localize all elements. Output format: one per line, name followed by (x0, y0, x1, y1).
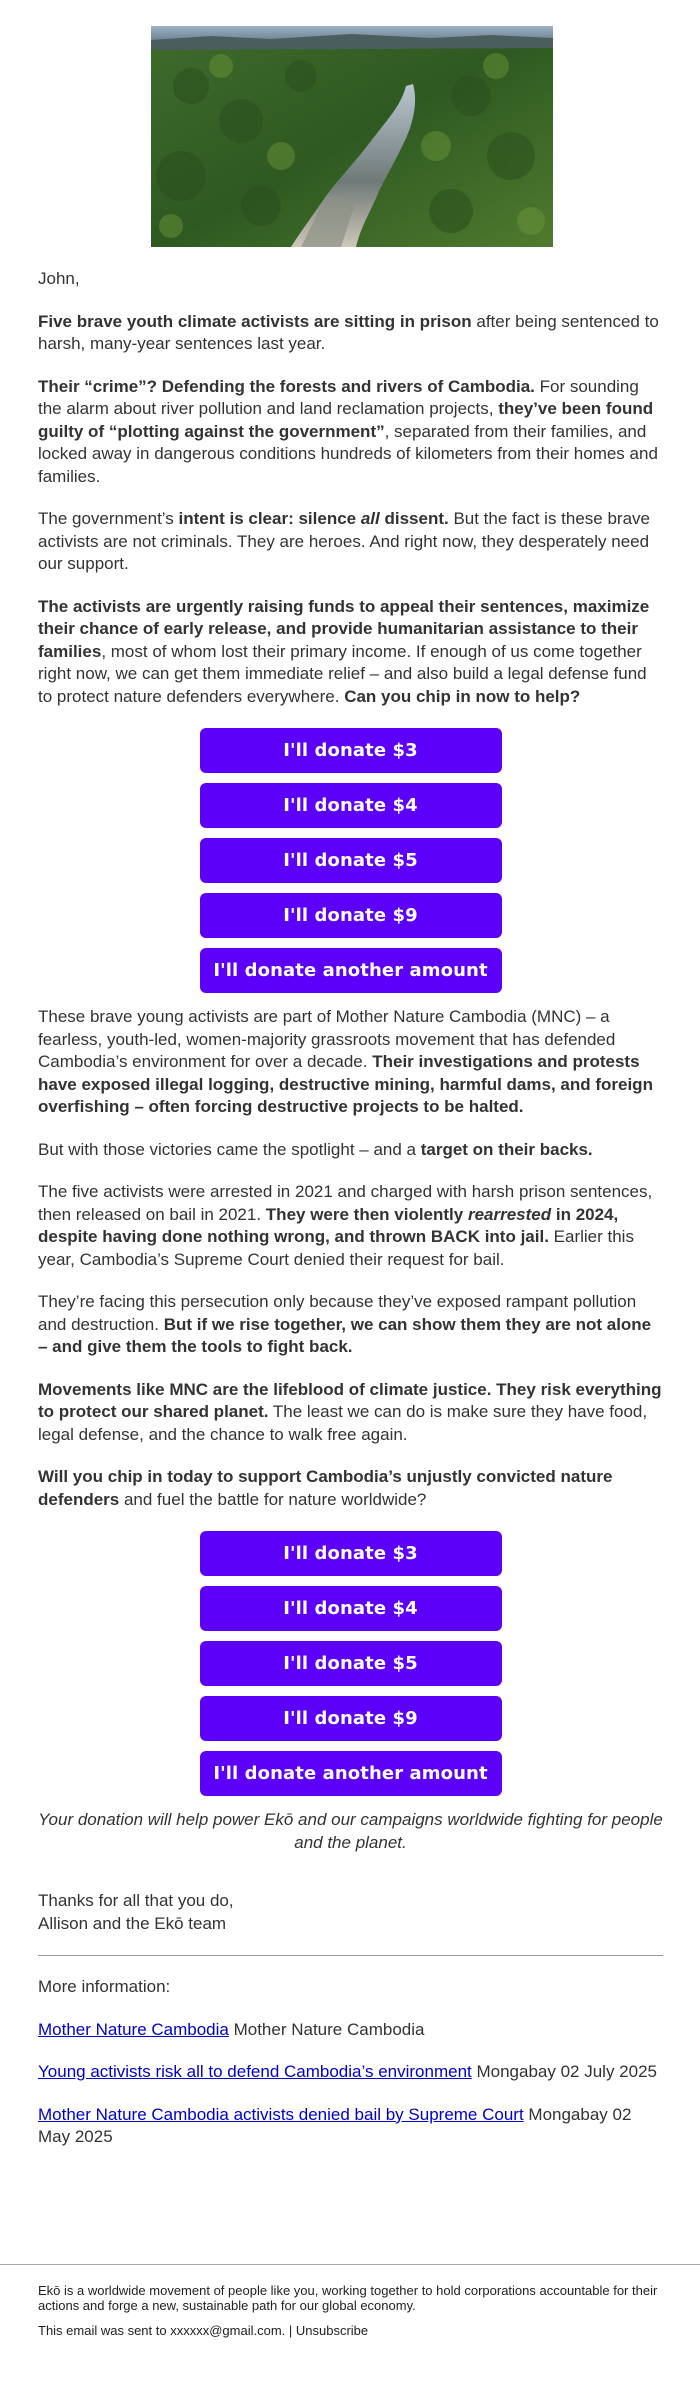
spotlight-paragraph: But with those victories came the spotlight – and a target on their backs. (38, 1139, 593, 1159)
donate-other-amount-button[interactable]: I'll donate another amount (200, 1751, 502, 1796)
donate-4-button[interactable]: I'll donate $4 (200, 1586, 502, 1631)
email-body (38, 268, 663, 2169)
mongabay-article-link-2[interactable]: Mother Nature Cambodia activists denied bail by Supreme Court (38, 2104, 524, 2124)
crime-paragraph: Their “crime”? Defending the forests and rivers of Cambodia. For sounding the alarm about river pollution and land reclamation projects, they’ve been found guilty of “plotting against the government”, separated from their families, and locked away in dangerous conditions hundreds of kilometers from their homes and families. (38, 376, 658, 486)
donate-button-group-1 (38, 728, 663, 993)
donate-3-button[interactable]: I'll donate $3 (200, 1531, 502, 1576)
greeting: John, (38, 269, 80, 288)
mnc-link[interactable]: Mother Nature Cambodia (38, 2019, 229, 2039)
persecution-paragraph: They’re facing this persecution only because they’ve exposed rampant pollution and destruction. But if we rise together, we can show them they are not alone – and give them the tools to fight back. (38, 1292, 652, 1356)
chip-in-paragraph: Will you chip in today to support Cambodia’s unjustly convicted nature defenders and fuel the battle for nature worldwide? (38, 1467, 613, 1509)
appeal-paragraph: The activists are urgently raising funds to appeal their sentences, maximize their chance of early release, and provide humanitarian assistance to their families, most of whom lost their primary income. If enough of us come together right now, we can get them immediate relief – and also build a legal defense fund to protect nature defenders everywhere. Can you chip in now to help? (38, 596, 650, 706)
government-paragraph: The government’s intent is clear: silence all dissent. But the fact is these brave activists are not criminals. They are heroes. And right now, they desperately need our support. (38, 509, 650, 573)
footer-sent-to: This email was sent to xxxxxx@gmail.com. | Unsubscribe (38, 2323, 369, 2338)
donate-9-button[interactable]: I'll donate $9 (200, 1696, 502, 1741)
hero-image (151, 26, 553, 247)
recipient-email: xxxxxx@gmail.com (170, 2323, 282, 2338)
more-info-item: Young activists risk all to defend Cambodia’s environment Mongabay 02 July 2025 (38, 2062, 657, 2081)
footer (0, 2264, 700, 2348)
donate-3-button[interactable]: I'll donate $3 (200, 728, 502, 773)
donate-9-button[interactable]: I'll donate $9 (200, 893, 502, 938)
intro-paragraph: Five brave youth climate activists are sitting in prison after being sentenced to harsh, many-year sentences last year. (38, 311, 659, 353)
signoff: Thanks for all that you do, Allison and the Ekō team (38, 1891, 234, 1933)
aerial-river-forest-photo (151, 26, 553, 247)
donate-button-group-2 (38, 1531, 663, 1796)
more-info-item: Mother Nature Cambodia Mother Nature Cambodia (38, 2019, 425, 2039)
mongabay-article-link-1[interactable]: Young activists risk all to defend Cambodia’s environment (38, 2062, 472, 2081)
donate-5-button[interactable]: I'll donate $5 (200, 1641, 502, 1686)
donate-other-amount-button[interactable]: I'll donate another amount (200, 948, 502, 993)
arrest-paragraph: The five activists were arrested in 2021 and charged with harsh prison sentences, then released on bail in 2021. They were then violently rearrested in 2024, despite having done nothing wrong, and thrown BACK into jail. Earlier this year, Cambodia’s Supreme Court denied their request for bail. (38, 1182, 653, 1269)
movements-paragraph: Movements like MNC are the lifeblood of climate justice. They risk everything to protect our shared planet. The least we can do is make sure they have food, legal defense, and the chance to walk free again. (38, 1379, 662, 1444)
more-info-heading: More information: (38, 1977, 171, 1996)
donate-4-button[interactable]: I'll donate $4 (200, 783, 502, 828)
unsubscribe-link[interactable]: Unsubscribe (295, 2323, 369, 2338)
more-info-item: Mother Nature Cambodia activists denied bail by Supreme Court Mongabay 02 May 2025 (38, 2104, 632, 2146)
mnc-paragraph: These brave young activists are part of Mother Nature Cambodia (MNC) – a fearless, youth-led, women-majority grassroots movement that has defended Cambodia’s environment for over a decade. Their investigations and protests have exposed illegal logging, destructive mining, harmful dams, and foreign overfishing – often forcing destructive projects to be halted. (38, 1007, 653, 1116)
footer-about: Ekō is a worldwide movement of people like you, working together to hold corporations accountable for their actions and forge a new, sustainable path for our global economy. (38, 2283, 658, 2313)
donation-note: Your donation will help power Ekō and our campaigns worldwide fighting for people and the planet. (38, 1810, 663, 1852)
donate-5-button[interactable]: I'll donate $5 (200, 838, 502, 883)
divider (38, 1955, 663, 1956)
